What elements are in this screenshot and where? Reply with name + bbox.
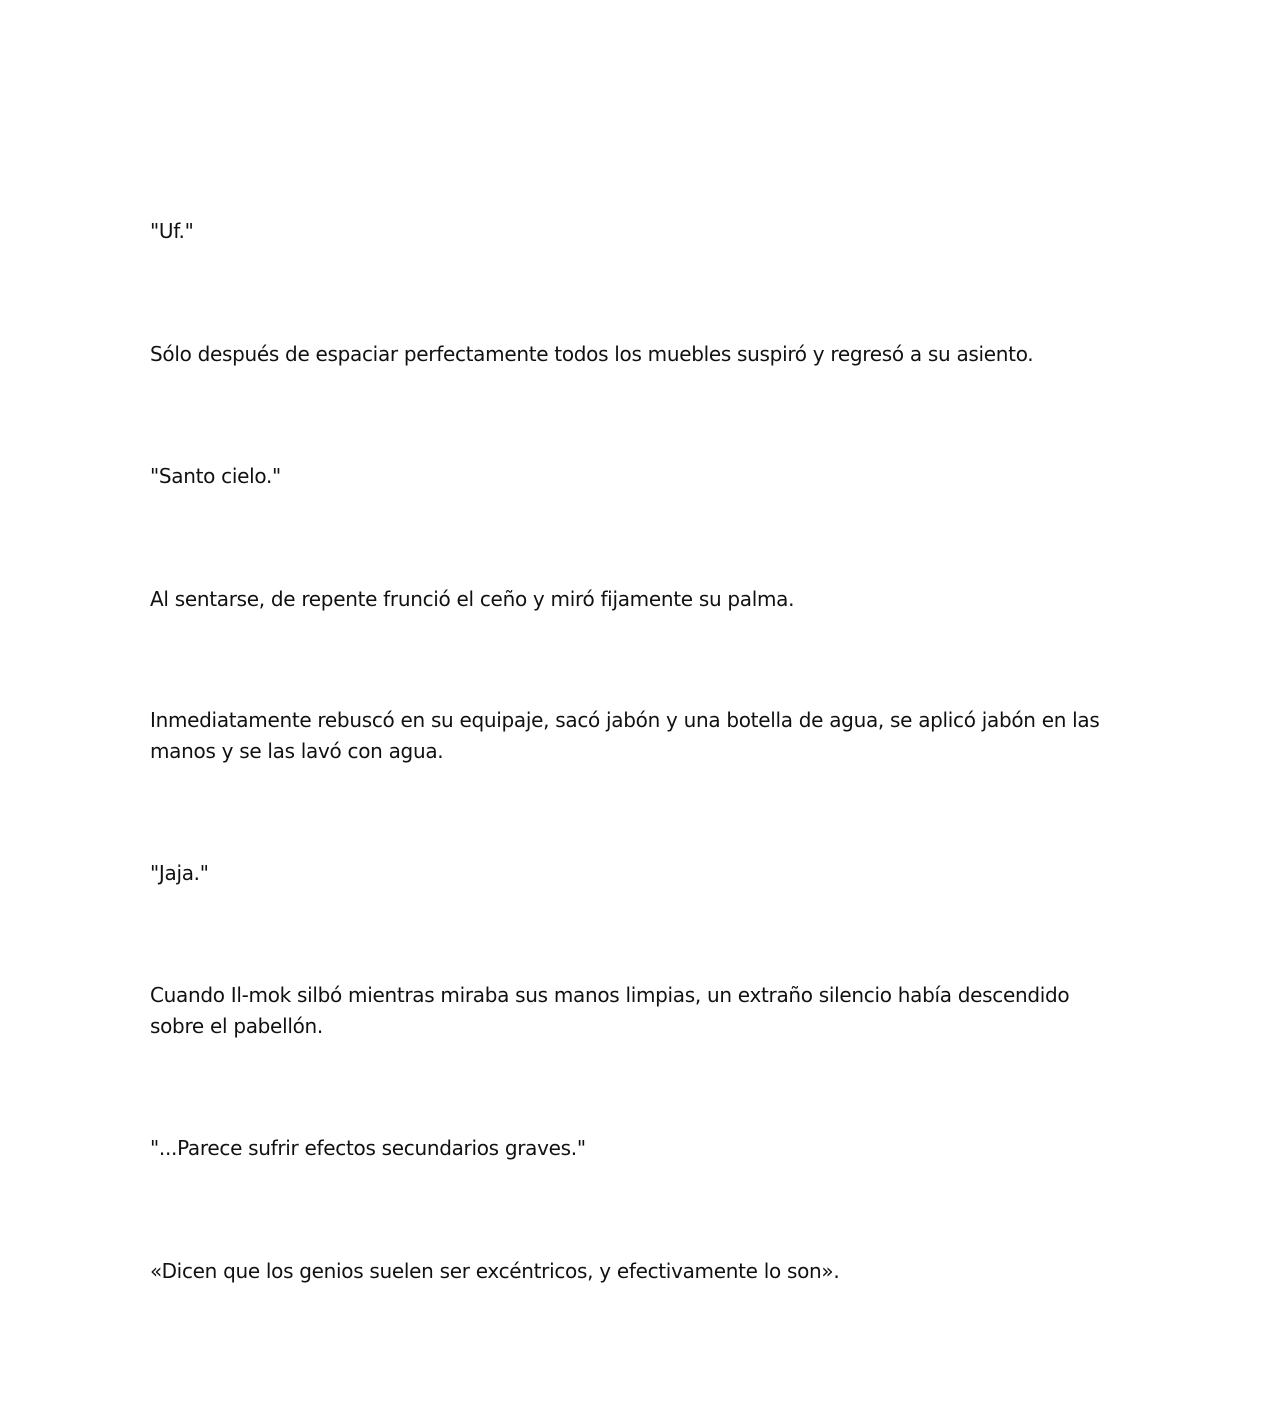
paragraph-3: "Santo cielo."	[150, 464, 281, 488]
paragraph-4: Al sentarse, de repente frunció el ceño y miró fijamente su palma.	[150, 587, 795, 611]
paragraph-6: "Jaja."	[150, 861, 209, 885]
paragraph-8: "...Parece sufrir efectos secundarios graves."	[150, 1136, 586, 1160]
paragraph-5: Inmediatamente rebuscó en su equipaje, sacó jabón y una botella de agua, se aplicó jabón en las manos y se las lavó con agua.	[150, 708, 1100, 763]
paragraph-1: "Uf."	[150, 219, 194, 243]
paragraph-7: Cuando Il-mok silbó mientras miraba sus manos limpias, un extraño silencio había descendido sobre el pabellón.	[150, 983, 1070, 1038]
paragraph-2: Sólo después de espaciar perfectamente todos los muebles suspiró y regresó a su asiento.	[150, 342, 1034, 366]
paragraph-9: «Dicen que los genios suelen ser excéntricos, y efectivamente lo son».	[150, 1259, 840, 1283]
